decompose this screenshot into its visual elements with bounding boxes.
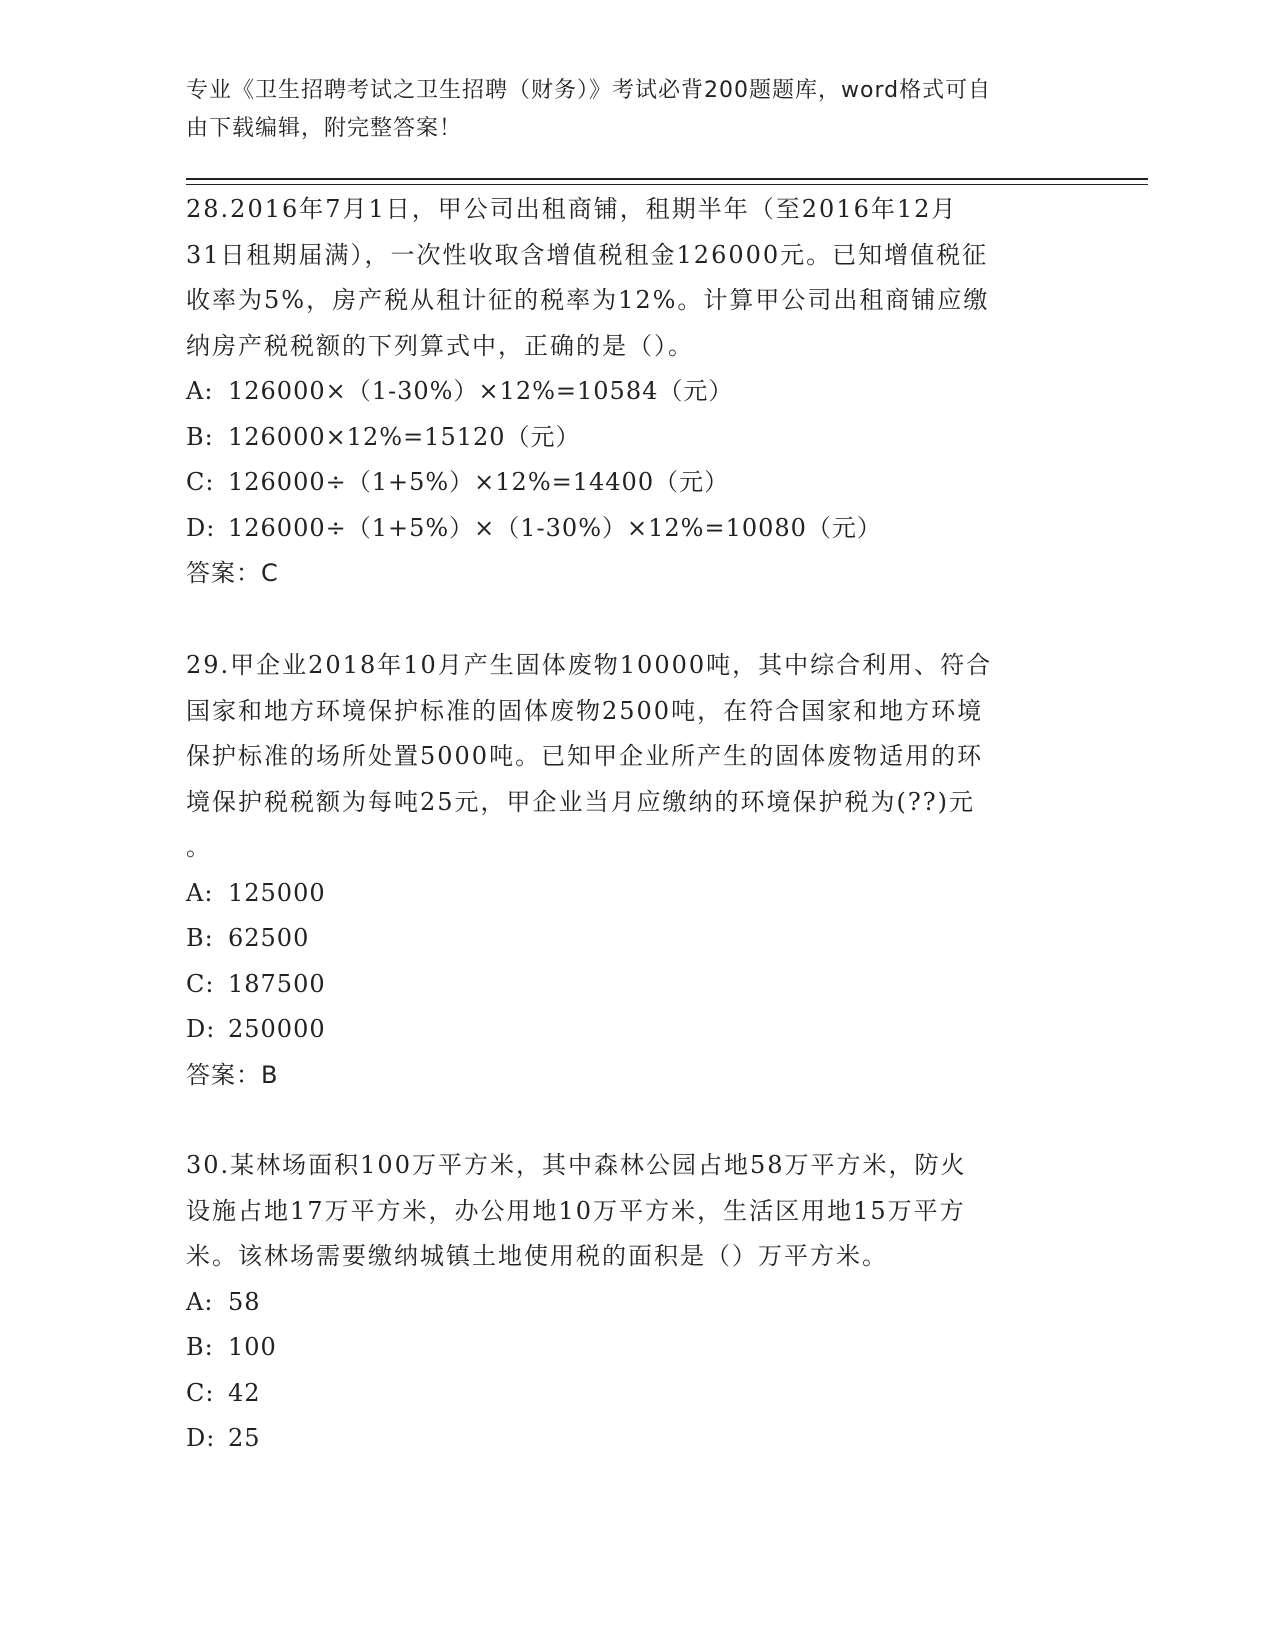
- header-line-2: 由下载编辑，附完整答案！: [186, 116, 463, 141]
- option-a: [186, 369, 1066, 415]
- option-text: 62500: [228, 924, 310, 952]
- header-divider-thick: [186, 178, 1148, 180]
- option-text: 126000÷（1+5%）×（1-30%）×12%=10080（元）: [228, 513, 882, 542]
- stem-line: 28.2016年7月1日，甲公司出租商铺，租期半年（至2016年12月: [186, 195, 958, 223]
- option-text: 250000: [228, 1015, 326, 1043]
- option-letter: C:: [186, 1378, 215, 1407]
- option-letter: A:: [186, 878, 214, 907]
- question-30: [186, 1143, 1066, 1462]
- option-text: 126000×12%=15120（元）: [228, 422, 581, 451]
- question-stem: [186, 643, 1066, 871]
- stem-line: 设施占地17万平方米，办公用地10万平方米，生活区用地15万平方: [186, 1196, 966, 1225]
- question-28: [186, 187, 1066, 597]
- stem-line: 29.甲企业2018年10月产生固体废物10000吨，其中综合利用、符合: [186, 651, 993, 679]
- header-line-1: 专业《卫生招聘考试之卫生招聘（财务）》考试必背200题题库，word格式可自: [186, 78, 992, 103]
- option-c: [186, 962, 1066, 1008]
- option-letter: C:: [186, 468, 215, 496]
- option-letter: B:: [186, 924, 214, 952]
- option-text: 125000: [228, 878, 326, 907]
- option-text: 58: [228, 1287, 261, 1316]
- question-29: [186, 643, 1066, 1098]
- option-letter: B:: [186, 422, 214, 451]
- document-header: [186, 72, 1066, 148]
- option-text: 25: [228, 1424, 261, 1452]
- stem-line: 境保护税税额为每吨25元，甲企业当月应缴纳的环境保护税为(??)元: [186, 787, 975, 816]
- option-letter: B:: [186, 1333, 214, 1361]
- option-a: [186, 871, 1066, 917]
- header-divider-thin: [186, 184, 1148, 185]
- stem-line: 纳房产税税额的下列算式中，正确的是（）。: [186, 331, 694, 360]
- option-text: 126000×（1-30%）×12%=10584（元）: [228, 377, 734, 405]
- option-d: [186, 1007, 1066, 1053]
- option-letter: D:: [186, 513, 216, 542]
- option-letter: D:: [186, 1424, 216, 1452]
- option-letter: D:: [186, 1015, 216, 1043]
- option-letter: A:: [186, 377, 214, 405]
- option-letter: A:: [186, 1287, 214, 1316]
- option-c: [186, 1371, 1066, 1417]
- option-b: [186, 916, 1066, 962]
- option-c: [186, 460, 1066, 506]
- stem-line: 30.某林场面积100万平方米，其中森林公园占地58万平方米，防火: [186, 1151, 967, 1179]
- option-d: [186, 506, 1066, 552]
- option-text: 42: [228, 1378, 261, 1407]
- option-text: 100: [228, 1333, 277, 1361]
- option-a: [186, 1280, 1066, 1326]
- stem-line: 。: [186, 833, 212, 861]
- option-b: [186, 1325, 1066, 1371]
- stem-line: 收率为5%，房产税从租计征的税率为12%。计算甲公司出租商铺应缴: [186, 286, 990, 314]
- question-stem: [186, 1143, 1066, 1280]
- option-b: [186, 415, 1066, 461]
- answer-line: 答案：B: [186, 1060, 279, 1089]
- option-letter: C:: [186, 969, 215, 998]
- option-text: 187500: [228, 969, 326, 998]
- stem-line: 保护标准的场所处置5000吨。已知甲企业所产生的固体废物适用的环: [186, 742, 984, 770]
- option-d: [186, 1416, 1066, 1462]
- stem-line: 米。该林场需要缴纳城镇土地使用税的面积是（）万平方米。: [186, 1242, 888, 1270]
- stem-line: 国家和地方环境保护标准的固体废物2500吨，在符合国家和地方环境: [186, 696, 984, 725]
- answer-line: 答案：C: [186, 559, 279, 587]
- question-stem: [186, 187, 1066, 369]
- option-text: 126000÷（1+5%）×12%=14400（元）: [228, 468, 730, 496]
- stem-line: 31日租期届满），一次性收取含增值税租金126000元。已知增值税征: [186, 240, 989, 269]
